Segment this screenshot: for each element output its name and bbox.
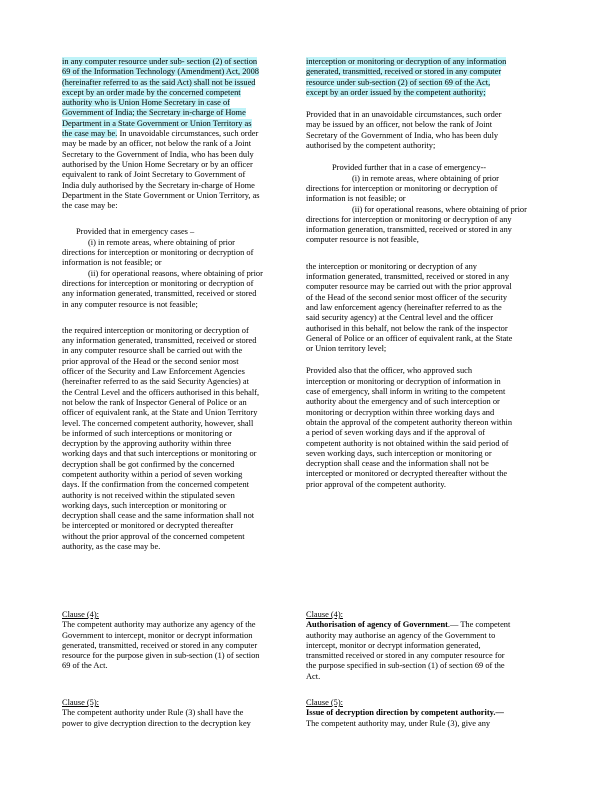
left-highlight-line: the case may be. In unavoidable circumstances, such order [62, 129, 259, 139]
text-line: The competent authority under Rule (3) shall have the [62, 708, 244, 718]
text-line: officer of equivalent rank, at the State and Union Territory [62, 408, 258, 418]
text-line: information generation, transmitted, received or stored in any [306, 225, 512, 235]
text-line: days. If the confirmation from the concerned competent [62, 480, 249, 490]
right-highlight-line: generated, transmitted, received or stored in any computer [306, 67, 502, 77]
text-line: decryption by the approving authority within three [62, 439, 232, 449]
text-line: interception or monitoring or decryption of information in [306, 376, 501, 386]
text-line: competent authority is not obtained within the said period of [306, 438, 509, 448]
text-line: decryption shall cease and the information shall not be [306, 459, 489, 469]
left-highlight-line: (hereinafter referred to as the said Act) shall not be issued [62, 77, 256, 87]
text-line: the interception or monitoring or decryption of any [306, 261, 477, 271]
left-clause-4 [62, 610, 299, 672]
text-line: The competent authority may authorize any agency of the [62, 620, 256, 630]
text-line: any information generated, transmitted, received or stored [62, 289, 257, 299]
left-column [62, 57, 299, 552]
text-line: authorised by the competent authority; [306, 141, 436, 151]
text-line: may be issued by an officer, not below the rank of Joint [306, 120, 493, 130]
text-line: said security agency) at the Central level and the officer [306, 313, 494, 323]
clause-heading: Issue of decryption direction by competent authority.— [306, 708, 504, 718]
text-line: intercepted or monitored or decrypted thereafter without the [306, 469, 508, 479]
text-line: decryption shall cease and the same information shall not [62, 511, 255, 521]
clause-label: Clause (5): [306, 698, 343, 707]
text-line: computer resource is not feasible, [306, 235, 419, 245]
text-line: prior approval of the Head or the second senior most [62, 356, 239, 366]
left-para2 [62, 326, 299, 553]
text-line: General of Police or an officer of equivalent rank, at the State [306, 333, 513, 343]
left-highlight-line: 69 of the Information Technology (Amendment) Act, 2008 [62, 67, 259, 77]
text-line: be intercepted or monitored or decrypted thereafter [62, 521, 234, 531]
text-line: Provided also that the officer, who approved such [306, 366, 473, 376]
text-line: directions for interception or monitoring or decryption of [62, 278, 254, 288]
left-highlight-line: except by an order made by the concerned competent [62, 87, 241, 97]
right-clause-4 [306, 610, 554, 682]
left-item-ii-first: (ii) for operational reasons, where obtaining of prior [88, 268, 263, 278]
text-line: in any computer resource shall be carried out with the [62, 346, 243, 356]
text-line: of the Head of the second senior most officer of the security [306, 292, 508, 302]
text-line: information is not feasible; or [62, 258, 162, 268]
right-proviso-heading: Provided further that in a case of emergency-- [332, 163, 487, 173]
text-line: or Union territory level; [306, 344, 387, 354]
right-item-ii-first: (ii) for operational reasons, where obtaining of prior [352, 204, 527, 214]
right-highlighted-passage [306, 57, 554, 98]
text-line: equivalent to rank of Joint Secretary to Government of [62, 170, 246, 180]
right-highlight-line: except by an order issued by the competent authority; [306, 87, 486, 97]
text-line: authority is not received within the stipulated seven [62, 490, 235, 500]
left-para1-tail-first: In unavoidable circumstances, such order [117, 129, 259, 139]
text-line: authority about the emergency and of such interception or [306, 397, 500, 407]
text-line: monitoring or decryption within three working days and [306, 407, 495, 417]
left-highlight-line: authority who is Union Home Secretary in case of [62, 98, 230, 108]
text-line: authorised by the Union Home Secretary or by an officer [62, 159, 253, 169]
right-highlight-line: interception or monitoring or decryption of any information [306, 57, 507, 66]
text-line: resource for the purpose given in sub-section (1) of section [62, 651, 260, 661]
text-line: transmitted received or stored in any computer resource for [306, 651, 505, 661]
text-line: obtain the approval of the competent authority thereon within [306, 417, 513, 427]
right-para3 [306, 366, 554, 490]
text-line: computer resource may be carried out with the prior approval [306, 282, 512, 292]
text-line: be informed of such interceptions or monitoring or [62, 428, 233, 438]
text-line: generated, transmitted, received or stored in any computer [62, 640, 258, 650]
text-line: Secretary to the Government of India, who has been duly [62, 149, 254, 159]
text-line: any information generated, transmitted, received or stored [62, 336, 257, 346]
left-highlight-line: Government of India; the Secretary in-charge of Home [62, 108, 246, 118]
text-line: level. The concerned competent authority, however, shall [62, 418, 254, 428]
text-line: in any computer resource is not feasible; [62, 299, 198, 309]
text-line: the purpose specified in sub-section (1) of section 69 of the [306, 661, 505, 671]
text-line: Provided that in an unavoidable circumstances, such order [306, 110, 502, 120]
text-line: information is not feasible; or [306, 194, 406, 204]
text-line: The competent authority may, under Rule (3), give any [306, 718, 491, 728]
text-line: directions for interception or monitoring or decryption of [306, 183, 498, 193]
text-line: a period of seven working days and if the approval of [306, 428, 486, 438]
text-line: Department in the State Government or Union Territory, as [62, 190, 260, 200]
text-line: Government to intercept, monitor or decrypt information [62, 630, 253, 640]
text-line: the required interception or monitoring or decryption of [62, 325, 249, 335]
text-line: 69 of the Act. [62, 661, 108, 671]
right-item-i-first: (i) in remote areas, where obtaining of prior [352, 173, 499, 183]
text-line: prior approval of the competent authority. [306, 479, 446, 489]
text-line: and law enforcement agency (hereinafter referred to as the [306, 302, 502, 312]
right-clause-5 [306, 698, 554, 729]
text-line: directions for interception or monitoring or decryption of any [306, 214, 512, 224]
left-clause-5 [62, 698, 299, 729]
text-line: competent authority within a period of seven working [62, 469, 243, 479]
text-line: Secretary of the Government of India, who has been duly [306, 130, 499, 140]
right-para-unavoidable [306, 110, 554, 151]
text-line: may be made by an officer, not below the rank of a Joint [62, 139, 252, 149]
text-line: authority, as the case may be. [62, 542, 161, 552]
right-para2 [306, 262, 554, 355]
text-line: officer of the Security and Law Enforcement Agencies [62, 367, 245, 377]
text-line: authority may authorise an agency of the Government to [306, 630, 496, 640]
left-item-i-first: (i) in remote areas, where obtaining of prior [88, 237, 235, 247]
text-line: authorised in this behalf, not below the rank of the inspector [306, 323, 508, 333]
clause-label: Clause (4): [62, 610, 99, 619]
text-line: power to give decryption direction to the decryption key [62, 718, 251, 728]
left-highlight-line: in any computer resource under sub- section (2) of section [62, 57, 258, 66]
right-column [306, 57, 554, 490]
text-line: without the prior approval of the concerned competent [62, 531, 245, 541]
text-line: directions for interception or monitoring or decryption of [62, 248, 254, 258]
text-line: Act. [306, 671, 321, 681]
right-highlight-line: resource under sub-section (2) of section 69 of the Act, [306, 77, 491, 87]
text-line: working days, such interception or monitoring or [62, 500, 227, 510]
clause-heading: Authorisation of agency of Government [306, 620, 448, 630]
text-line: seven working days, such interception or monitoring or [306, 448, 492, 458]
left-highlight-line: Department in a State Government or Union Territory as [62, 118, 252, 128]
text-line: not below the rank of Inspector General of Police or an [62, 397, 247, 407]
text-line: India duly authorised by the Secretary in-charge of Home [62, 180, 255, 190]
left-para1-tail [62, 139, 299, 211]
text-line: case of emergency, shall inform in writing to the competent [306, 387, 506, 397]
text-line: the case may be: [62, 201, 118, 211]
text-line: intercept, monitor or decrypt information generated, [306, 640, 481, 650]
clause-label: Clause (5): [62, 698, 99, 707]
text-line: (hereinafter referred to as the said Security Agencies) at [62, 377, 249, 387]
left-highlighted-passage [62, 57, 299, 139]
text-line: decryption shall be got confirmed by the concerned [62, 459, 235, 469]
clause-label: Clause (4): [306, 610, 343, 619]
left-proviso-heading: Provided that in emergency cases – [76, 227, 195, 237]
text-line: the Central Level and the officers authorised in this behalf, [62, 387, 260, 397]
text-line: working days and that such interceptions or monitoring or [62, 449, 257, 459]
clause-4-first-line: Authorisation of agency of Government.— The competent [306, 620, 511, 630]
text-line: information generated, transmitted, received or stored in any [306, 272, 510, 282]
